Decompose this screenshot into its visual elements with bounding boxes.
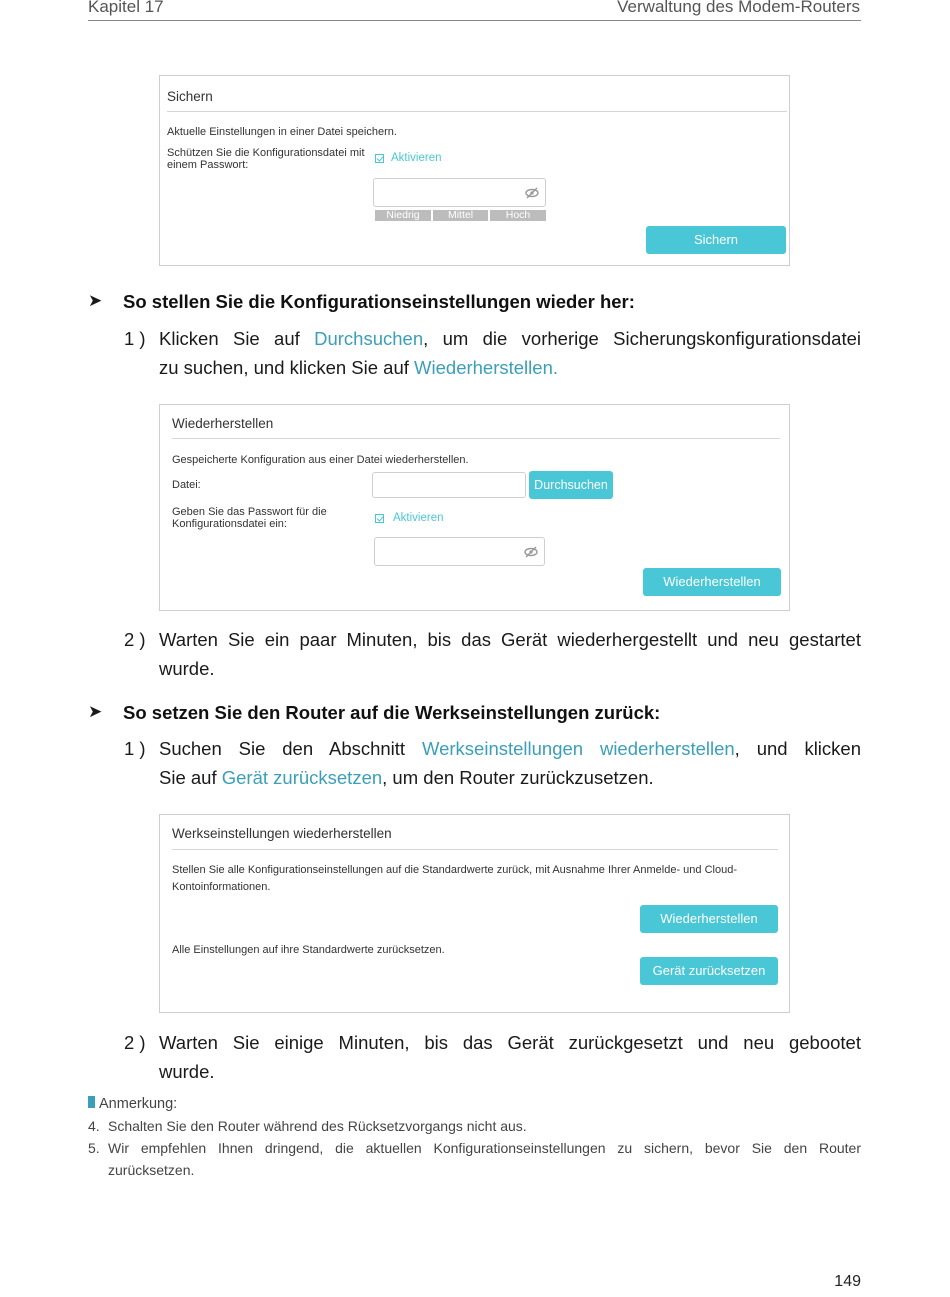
restore-rule [172, 438, 780, 439]
reset-device-link[interactable]: Gerät zurücksetzen [221, 767, 383, 788]
section2-step2-number: 2 ) [124, 1032, 146, 1053]
protect-checkbox-label: Aktivieren [391, 152, 442, 164]
backup-password-input[interactable] [373, 178, 546, 207]
strength-medium: Mittel [433, 210, 488, 221]
file-input[interactable] [372, 472, 526, 498]
protect-checkbox[interactable] [375, 154, 384, 163]
factory-title: Werkseinstellungen wiederherstellen [172, 826, 392, 841]
factory-panel [159, 814, 790, 1013]
section2-step1-line2: Sie auf Gerät zurücksetzen, um den Router zurückzusetzen. [159, 767, 654, 788]
eye-hidden-icon[interactable] [524, 545, 538, 559]
note-item-5-number: 5. [88, 1140, 100, 1156]
protect-label-2: einem Passwort: [167, 159, 249, 171]
restore-button[interactable]: Wiederherstellen [643, 568, 781, 596]
note-item-5-line2: zurücksetzen. [108, 1162, 195, 1178]
factory-restore-button[interactable]: Wiederherstellen [640, 905, 778, 933]
restore-pw-label-2: Konfigurationsdatei ein: [172, 518, 287, 530]
restore-checkbox[interactable] [375, 514, 384, 523]
backup-title: Sichern [167, 89, 213, 104]
backup-rule [167, 111, 787, 112]
reset-desc: Alle Einstellungen auf ihre Standardwerte zurücksetzen. [172, 944, 445, 956]
restore-pw-label-1: Geben Sie das Passwort für die [172, 506, 327, 518]
restore-link[interactable]: Wiederherstellen. [414, 357, 558, 378]
strength-high: Hoch [490, 210, 546, 221]
page-number: 149 [834, 1273, 861, 1290]
section1-step2-number: 2 ) [124, 629, 146, 650]
chapter-label: Kapitel 17 [88, 0, 164, 16]
section1-step2-line1: Warten Sie ein paar Minuten, bis das Gerät wiederhergestellt und neu gestartet [159, 629, 861, 650]
factory-desc-2: Kontoinformationen. [172, 881, 271, 893]
section1-step1-line2: zu suchen, und klicken Sie auf Wiederherstellen. [159, 357, 558, 378]
bullet-arrow: ➤ [88, 702, 103, 721]
backup-button[interactable]: Sichern [646, 226, 786, 254]
strength-low: Niedrig [375, 210, 431, 221]
note-item-4: Schalten Sie den Router während des Rücksetzvorgangs nicht aus. [108, 1118, 527, 1134]
restore-desc: Gespeicherte Konfiguration aus einer Datei wiederherstellen. [172, 454, 469, 466]
bookmark-icon [88, 1096, 95, 1108]
browse-button[interactable]: Durchsuchen [529, 471, 613, 499]
section1-step2-line2: wurde. [159, 658, 215, 679]
header-divider [88, 20, 861, 21]
restore-title: Wiederherstellen [172, 416, 274, 431]
note-title: Anmerkung: [99, 1096, 178, 1112]
section2-step2-line2: wurde. [159, 1061, 215, 1082]
backup-desc: Aktuelle Einstellungen in einer Datei speichern. [167, 126, 397, 138]
section1-heading: So stellen Sie die Konfigurationseinstellungen wieder her: [123, 291, 635, 312]
section2-step1-number: 1 ) [124, 738, 146, 759]
section1-step1-number: 1 ) [124, 328, 146, 349]
factory-rule [172, 849, 778, 850]
factory-reset-link[interactable]: Werkseinstellungen wiederherstellen [421, 738, 735, 759]
section2-step1-line1: Suchen Sie den Abschnitt Werkseinstellungen wiederherstellen, und klicken [159, 738, 861, 759]
reset-device-button[interactable]: Gerät zurücksetzen [640, 957, 778, 985]
factory-desc-1: Stellen Sie alle Konfigurationseinstellungen auf die Standardwerte zurück, mit Ausnahme Ihrer Anmelde- und Cloud- [172, 864, 737, 876]
note-item-5-line1: Wir empfehlen Ihnen dringend, die aktuellen Konfigurationseinstellungen zu sichern, bevor Sie den Router [108, 1140, 861, 1156]
restore-password-input[interactable] [374, 537, 545, 566]
section-label: Verwaltung des Modem-Routers [617, 0, 860, 16]
backup-panel [159, 75, 790, 266]
eye-hidden-icon[interactable] [525, 186, 539, 200]
section2-step2-line1: Warten Sie einige Minuten, bis das Gerät zurückgesetzt und neu gebootet [159, 1032, 861, 1053]
restore-checkbox-label: Aktivieren [393, 512, 444, 524]
file-label: Datei: [172, 479, 201, 491]
protect-label-1: Schützen Sie die Konfigurationsdatei mit [167, 147, 365, 159]
restore-panel [159, 404, 790, 611]
section1-step1-line1: Klicken Sie auf Durchsuchen, um die vorherige Sicherungskonfigurationsdatei [159, 328, 861, 349]
bullet-arrow: ➤ [88, 291, 103, 310]
browse-link[interactable]: Durchsuchen [314, 328, 424, 349]
note-item-4-number: 4. [88, 1118, 100, 1134]
section2-heading: So setzen Sie den Router auf die Werkseinstellungen zurück: [123, 702, 661, 723]
